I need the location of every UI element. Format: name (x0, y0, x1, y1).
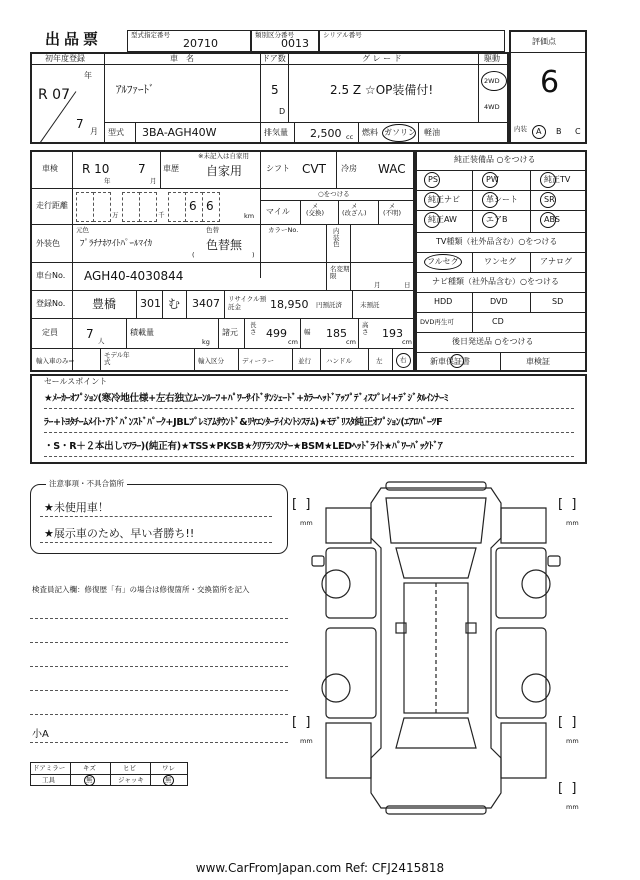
drive-label: 駆動 (484, 54, 500, 63)
mm-bracket-front-left: [ ] (292, 497, 311, 512)
equipment-item: 純正AW (428, 215, 457, 224)
type-cert-value: 20710 (183, 37, 218, 50)
chassis-label: 車台No. (36, 271, 66, 280)
length-unit: cm (288, 338, 298, 346)
sales-title: セールスポイント (44, 377, 108, 386)
name-change-label: 名変期限 (330, 265, 350, 280)
color-no-label: カラーNo. (268, 226, 299, 234)
color-label: 外装色 (36, 239, 60, 248)
equipment-item: 純正ナビ (428, 195, 460, 204)
inspector-value: 小A (32, 729, 49, 740)
color-code-label: 色替 (206, 226, 219, 234)
displacement-label: 排気量 (264, 128, 288, 137)
grade-label: グ レ ー ド (362, 54, 402, 63)
drive-4wd: 4WD (484, 103, 500, 111)
parts-tools: 工具 (42, 776, 55, 784)
handle-left: 左 (376, 357, 383, 365)
parallel-label: 並行 (298, 357, 311, 365)
length-value: 499 (266, 327, 287, 340)
handle-label: ハンドル (326, 357, 352, 365)
dealer-label: ディーラー (242, 357, 274, 365)
inspection-label: 車検 (42, 164, 58, 173)
sales-line-2: ﾗｰ+ﾄﾖﾀﾁｰﾑﾒｲﾄ･ｱﾄﾞﾊﾞﾝｽﾄﾞﾊﾟｰｸ+JBLﾌﾟﾚﾐｱﾑｻｳﾝﾄﾞ&ﾘﾔｴﾝﾀｰﾃｲﾒﾝﾄｼｽﾃﾑ)★ﾓﾃﾞﾘｽﾀ純正ｵﾌﾟｼｮﾝ(ｴｱﾛﾊﾟｰﾂF (44, 417, 443, 428)
tv-header: TV種類（社外品含む）○をつける (436, 237, 558, 246)
orig-color-label: 元色 (76, 226, 89, 234)
interior-grade-c: C (575, 127, 581, 136)
name-change-month: 月 (374, 281, 381, 289)
mm-bracket-spare: [ ] (558, 781, 577, 796)
equipment-item-circle (424, 212, 440, 228)
doors-label: ドア数 (262, 54, 286, 63)
later-header: 後日発送品 ○をつける (452, 337, 534, 346)
recycle-value: 18,950 (270, 298, 309, 311)
load-unit: kg (202, 338, 210, 346)
ac-value: WAC (378, 162, 406, 176)
mileage-check-header: ○をつける (318, 190, 350, 198)
recycle-label: リサイクル預託金 (228, 295, 267, 311)
reg-label: 登録No. (36, 299, 66, 308)
equipment-item: PW (486, 175, 499, 184)
inspection-year: R 10 (82, 162, 110, 176)
history-value: 自家用 (206, 164, 243, 178)
equipment-item: PS (428, 175, 438, 184)
later-inspection-cert: 車検証 (526, 357, 550, 366)
chassis-value: AGH40-4030844 (84, 269, 184, 283)
mileage-exchange: メ (交換) (306, 202, 325, 217)
score-value: 6 (540, 65, 560, 100)
color-change-value: 色替無 (206, 238, 243, 252)
fuel-label: 燃料 (362, 128, 378, 137)
drive-2wd: 2WD (484, 77, 500, 85)
inspection-year-unit: 年 (104, 177, 111, 185)
equipment-item: 革シート (486, 195, 518, 204)
parts-tools-none: 無 (86, 776, 93, 784)
month-unit: 月 (90, 127, 98, 136)
tv-fullseg: フルセグ (427, 257, 459, 266)
nav-hdd: HDD (434, 297, 453, 306)
notes-line-1: ★未使用車！ (44, 501, 109, 514)
tv-oneseg: ワンセグ (484, 257, 516, 266)
serial-label: シリアル番号 (323, 31, 362, 39)
reg-class: 301 (140, 297, 161, 310)
load-label: 積載量 (130, 328, 154, 337)
equipment-item-circle (482, 192, 498, 208)
mileage-km: km (244, 212, 255, 220)
import-label: 輸入車のみ⇒ (36, 357, 74, 365)
color-paren-right: ) (252, 251, 255, 259)
history-note: ※未記入は自家用 (198, 152, 249, 160)
footer-reference: www.CarFromJapan.com Ref: CFJ2415818 (195, 861, 445, 875)
length-label: 長さ (250, 321, 257, 336)
parts-jack-none: 無 (165, 776, 172, 784)
first-reg-label: 初年度登録 (45, 54, 85, 63)
mm-front-left: mm (300, 519, 313, 527)
door-type: D (279, 107, 286, 116)
dvd-playback-label: DVD再生可 (420, 318, 454, 326)
score-label: 評価点 (532, 37, 556, 46)
category-value: 0013 (281, 37, 309, 50)
notes-title: 注意事項・不具合箇所 (46, 480, 127, 488)
model-label: 型式 (108, 128, 124, 137)
tv-analog: アナログ (540, 257, 572, 266)
mile-label: マイル (266, 207, 290, 216)
mm-rear-right: mm (566, 737, 579, 745)
mileage-digit-1: 6 (189, 199, 197, 213)
interior-grade-a: A (536, 127, 542, 136)
equipment-item-circle (424, 172, 440, 188)
category-label: 類別区分番号 (255, 31, 294, 39)
width-value: 185 (326, 327, 347, 340)
grade-value: 2.5 Z ☆OP装備付! (330, 83, 434, 97)
later-warranty: 新車保証書 (430, 357, 470, 366)
mileage-tampered: メ (改ざん) (342, 202, 367, 217)
inspection-month: 7 (138, 162, 146, 176)
interior-label: 内装 (514, 125, 527, 133)
name-change-day: 日 (404, 281, 411, 289)
inspector-note: 検査員記入欄：修復歴「有」の場合は修復箇所・交換箇所を記入 (32, 585, 250, 594)
color-paren-left: ( (192, 251, 195, 259)
parts-crack: ヒビ (123, 764, 136, 772)
nav-header: ナビ種類（社外品含む）○をつける (432, 277, 559, 286)
mm-bracket-rear-right: [ ] (558, 715, 577, 730)
equipment-item-circle (540, 192, 556, 208)
sheet-title: 出品票 (45, 30, 103, 48)
dims-label: 諸元 (222, 328, 238, 337)
model-value: 3BA-AGH40W (142, 126, 217, 139)
capacity-unit: 人 (98, 337, 105, 345)
notes-frame (30, 484, 288, 554)
nav-sd: SD (552, 297, 564, 306)
width-label: 幅 (304, 328, 311, 336)
mileage-digit-boxes (76, 192, 236, 220)
reg-number: 3407 (192, 297, 220, 310)
recycle-unit: 円預託済 (316, 301, 342, 309)
parts-break: ワレ (162, 764, 175, 772)
shift-value: CVT (302, 162, 326, 176)
width-unit: cm (346, 338, 356, 346)
nav-dvd: DVD (490, 297, 508, 306)
capacity-label: 定員 (42, 328, 58, 337)
interior-color-label: 内装色 (333, 227, 340, 248)
fuel-light-oil: 軽油 (424, 128, 440, 137)
interior-grade-b: B (556, 127, 562, 136)
equipment-item-circle (540, 212, 556, 228)
mm-bracket-front-right: [ ] (558, 497, 577, 512)
notes-line-2: ★展示車のため、早い者勝ち!! (44, 527, 195, 540)
equipment-item-circle (540, 172, 556, 188)
car-damage-diagram (286, 478, 586, 818)
reg-kana: む (168, 297, 181, 311)
equipment-item: 純正TV (544, 175, 571, 184)
doors-value: 5 (271, 83, 279, 97)
equipment-item: ABS (544, 215, 560, 224)
mm-spare: mm (566, 803, 579, 811)
sales-line-1: ★ﾒｰｶｰｵﾌﾟｼｮﾝ(寒冷地仕様+左右独立ﾑｰﾝﾙｰﾌ+ﾊﾟﾜｰｻｲﾄﾞｻﾝｼｪｰﾄﾞ+ｶﾗｰﾍｯﾄﾞｱｯﾌﾟﾃﾞｨｽﾌﾟﾚｲ+ﾃﾞｼﾞﾀﾙｲﾝﾅｰﾐ (44, 393, 449, 404)
cd-label: CD (492, 317, 504, 326)
cc-unit: cc (346, 133, 354, 141)
equipment-header: 純正装備品 ○をつける (454, 155, 536, 164)
height-value: 193 (382, 327, 403, 340)
first-reg-year: R 07 (38, 87, 70, 103)
car-name-value: ｱﾙﾌｧｰﾄﾞ (116, 83, 155, 96)
mm-rear-left: mm (300, 737, 313, 745)
equipment-item-circle (424, 192, 440, 208)
mileage-sen: 千 (158, 211, 165, 219)
equipment-item-circle (482, 172, 498, 188)
mileage-man: 万 (112, 211, 119, 219)
type-cert-label: 型式指定番号 (131, 31, 170, 39)
parts-door-mirror: ドアミラー (33, 764, 66, 772)
parts-jack: ジャッキ (118, 776, 144, 784)
parts-scratch: キズ (83, 764, 96, 772)
history-label: 車歴 (163, 164, 179, 173)
mm-bracket-rear-left: [ ] (292, 715, 311, 730)
sales-line-3: ・S・R＋２本出しﾏﾌﾗｰ)(純正有)★TSS★PKSB★ｸﾘｱﾗﾝｽｿﾅｰ★BSM★LEDﾍｯﾄﾞﾗｲﾄ★ﾊﾟﾜｰﾊﾞｯｸﾄﾞｱ (44, 441, 443, 452)
year-unit: 年 (84, 71, 92, 80)
car-name-label: 車 名 (170, 54, 194, 63)
capacity-value: 7 (86, 327, 94, 341)
equipment-item: SR (544, 195, 555, 204)
not-deposited: 未預託 (360, 301, 380, 309)
shift-label: シフト (266, 164, 290, 173)
equipment-item: エアB (486, 215, 508, 224)
height-unit: cm (402, 338, 412, 346)
mm-front-right: mm (566, 519, 579, 527)
orig-color-value: ﾌﾟﾗﾁﾅﾎﾜｲﾄﾊﾟｰﾙﾏｲｶ (80, 239, 153, 249)
ac-label: 冷房 (341, 164, 357, 173)
mileage-unknown: メ (不明) (383, 202, 402, 217)
first-reg-month: 7 (76, 117, 84, 131)
equipment-item-circle (482, 212, 498, 228)
model-year-label: モデル年式 (104, 351, 130, 366)
fuel-gasoline: ガソリン (384, 128, 416, 137)
mileage-label: 走行距離 (36, 201, 68, 210)
displacement-value: 2,500 (310, 127, 342, 140)
later-warranty-circle (450, 354, 464, 368)
mileage-digit-2: 6 (206, 199, 214, 213)
handle-right: 右 (400, 356, 407, 364)
import-type-label: 輸入区分 (198, 357, 224, 365)
inspection-month-unit: 月 (150, 177, 157, 185)
reg-place: 豊橋 (92, 297, 117, 311)
height-label: 高さ (362, 321, 369, 336)
